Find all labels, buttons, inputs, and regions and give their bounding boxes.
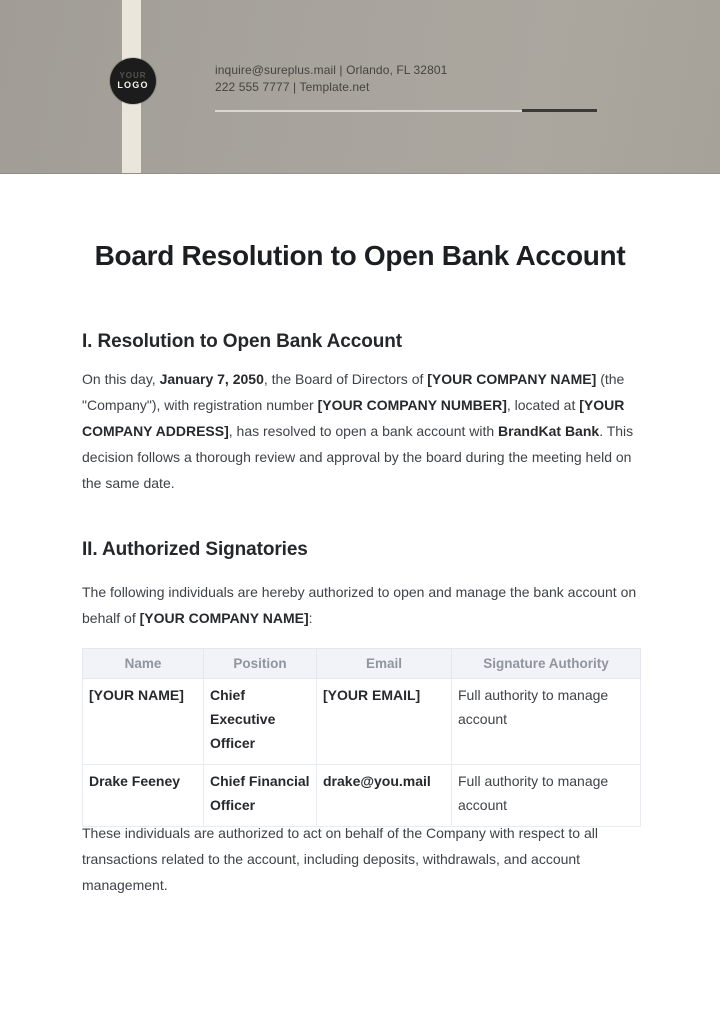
company-logo <box>110 58 156 104</box>
column-header-email: Email <box>317 649 452 679</box>
table-row <box>83 679 641 765</box>
letterhead <box>0 0 720 174</box>
section-2-heading: II. Authorized Signatories <box>82 539 308 560</box>
cell-email: [YOUR EMAIL] <box>317 679 452 765</box>
section-1-heading: I. Resolution to Open Bank Account <box>82 331 402 352</box>
table-row <box>83 765 641 827</box>
contact-line-email-address: inquire@sureplus.mail | Orlando, FL 32801 <box>215 63 448 77</box>
header-divider-accent <box>522 109 597 112</box>
closing-paragraph: These individuals are authorized to act on behalf of the Company with respect to all transactions related to the account, including deposits, withdrawals, and account management. <box>82 825 598 893</box>
cell-authority: Full authority to manage account <box>452 765 641 827</box>
cell-email: drake@you.mail <box>317 765 452 827</box>
cell-position: Chief Financial Officer <box>204 765 317 827</box>
table-header-row <box>83 649 641 679</box>
column-header-position: Position <box>204 649 317 679</box>
column-header-name: Name <box>83 649 204 679</box>
cell-name: Drake Feeney <box>83 765 204 827</box>
header-divider-line <box>215 110 522 112</box>
section-1-paragraph: On this day, January 7, 2050, the Board of Directors of [YOUR COMPANY NAME] (the "Company"), with registration number [YOUR COMPANY NUMBER], located at [YOUR COMPANY ADDRESS], has resolved to open a bank account with BrandKat Bank. This decision follows a thorough review and approval by the board during the meeting held on the same date. <box>82 371 634 491</box>
document-title: Board Resolution to Open Bank Account <box>94 240 626 271</box>
contact-info <box>215 62 447 96</box>
cell-name: [YOUR NAME] <box>83 679 204 765</box>
section-2-paragraph: The following individuals are hereby authorized to open and manage the bank account on behalf of [YOUR COMPANY NAME]: <box>82 584 637 626</box>
cell-position: Chief Executive Officer <box>204 679 317 765</box>
logo-text-logo: LOGO <box>117 80 149 90</box>
cell-authority: Full authority to manage account <box>452 679 641 765</box>
column-header-signature-authority: Signature Authority <box>452 649 641 679</box>
signatories-table <box>82 648 641 827</box>
contact-line-phone-site: 222 555 7777 | Template.net <box>215 80 370 94</box>
logo-text-your: YOUR <box>119 71 147 80</box>
